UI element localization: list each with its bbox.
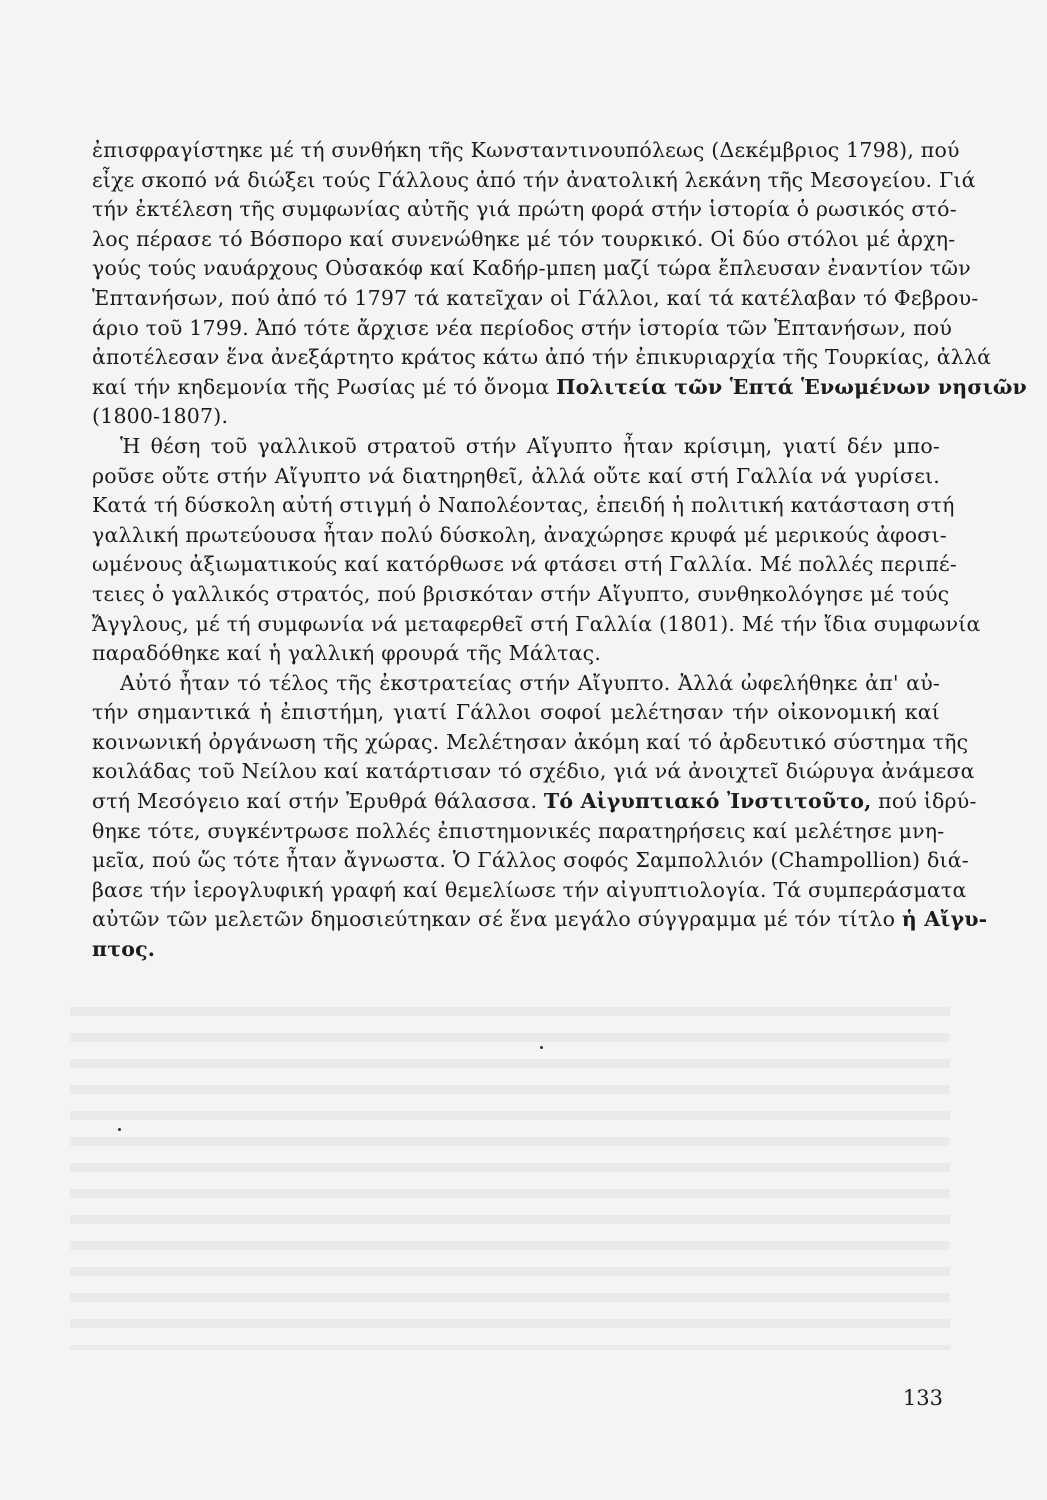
bold-term-ionian-state: Πολιτεία τῶν Ἑπτά Ἑνωμένων νησιῶν xyxy=(556,374,1027,399)
text-segment: στή Μεσόγειο καί στήν Ἐρυθρά θάλασσα. xyxy=(92,789,544,814)
text-line: κοινωνική ὀργάνωση τῆς χώρας. Μελέτησαν ἀκόμη καί τό ἀρδευτικό σύστημα τῆς xyxy=(92,729,969,754)
text-line: τήν σημαντικά ἡ ἐπιστήμη, γιατί Γάλλοι σοφοί μελέτησαν τήν οἰκονομική καί xyxy=(92,700,940,725)
text-line: Ἄγγλους, μέ τή συμφωνία νά μεταφερθεῖ στή Γαλλία (1801). Μέ τήν ἴδια συμφωνία xyxy=(92,611,981,636)
text-line: ἐπισφραγίστηκε μέ τή συνθήκη τῆς Κωνσταντινουπόλεως (Δεκέμβριος 1798), πού xyxy=(92,138,960,162)
text-segment: καί τήν κηδεμονία τῆς Ρωσίας μέ τό ὄνομα xyxy=(92,374,557,399)
text-line xyxy=(92,787,977,817)
bold-term-egypt-title: ἡ Αἴγυ- xyxy=(901,907,988,932)
text-line: εἶχε σκοπό νά διώξει τούς Γάλλους ἀπό τήν ἀνατολική λεκάνη τῆς Μεσογείου. Γιά xyxy=(92,167,976,192)
text-line: θηκε τότε, συγκέντρωσε πολλές ἐπιστημονικές παρατηρήσεις καί μελέτησε μνη- xyxy=(92,818,945,843)
text-line: πτος. xyxy=(92,937,156,962)
text-line: Αὐτό ἦταν τό τέλος τῆς ἐκστρατείας στήν Αἴγυπτο. Ἀλλά ὠφελήθηκε ἀπ' αὐ- xyxy=(120,670,940,695)
text-line: μεῖα, πού ὥς τότε ἦταν ἄγνωστα. Ὁ Γάλλος σοφός Σαμπολλιόν (Champollion) διά- xyxy=(92,848,969,873)
text-line: άριο τοῦ 1799. Ἀπό τότε ἄρχισε νέα περίοδος στήν ἱστορία τῶν Ἑπτανήσων, πού xyxy=(92,315,953,340)
ink-speck xyxy=(540,1046,543,1049)
show-through-bleed xyxy=(70,990,950,1350)
bold-term-egyptian-institute: Τό Αἰγυπτιακό Ἰνστιτοῦτο, xyxy=(543,789,872,814)
text-line: τήν ἐκτέλεση τῆς συμφωνίας αὐτῆς γιά πρώτη φορά στήν ἱστορία ὁ ρωσικός στό- xyxy=(92,197,957,222)
text-line: τειες ὁ γαλλικός στρατός, πού βρισκόταν στήν Αἴγυπτο, συνθηκολόγησε μέ τούς xyxy=(92,581,950,606)
text-line: (1800-1807). xyxy=(92,404,229,429)
text-line: παραδόθηκε καί ἡ γαλλική φρουρά τῆς Μάλτας. xyxy=(92,641,602,666)
text-line: ροῦσε οὔτε στήν Αἴγυπτο νά διατηρηθεῖ, ἀλλά οὔτε καί στή Γαλλία νά γυρίσει. xyxy=(92,463,940,488)
text-line: γαλλική πρωτεύουσα ἦταν πολύ δύσκολη, ἀναχώρησε κρυφά μέ μερικούς ἀφοσι- xyxy=(92,522,947,547)
text-line: ἀποτέλεσαν ἕνα ἀνεξάρτητο κράτος κάτω ἀπό τήν ἐπικυριαρχία τῆς Τουρκίας, ἀλλά xyxy=(92,345,992,370)
ink-speck xyxy=(118,1128,121,1131)
text-line: Ἡ θέση τοῦ γαλλικοῦ στρατοῦ στήν Αἴγυπτο ἦταν κρίσιμη, γιατί δέν μπο- xyxy=(120,433,940,458)
text-line: γούς τούς ναυάρχους Οὐσακόφ καί Καδήρ-μπεη μαζί τώρα ἔπλευσαν ἐναντίον τῶν xyxy=(92,256,971,281)
text-line xyxy=(92,373,1027,403)
text-line: Ἑπτανήσων, πού ἀπό τό 1797 τά κατεῖχαν οἱ Γάλλοι, καί τά κατέλαβαν τό Φεβρου- xyxy=(92,285,979,310)
text-line: Κατά τή δύσκολη αὐτή στιγμή ὁ Ναπολέοντας, ἐπειδή ἡ πολιτική κατάσταση στή xyxy=(92,493,955,518)
text-line: ωμένους ἀξιωματικούς καί κατόρθωσε νά φτάσει στή Γαλλία. Μέ πολλές περιπέ- xyxy=(92,552,957,577)
text-line: κοιλάδας τοῦ Νείλου καί κατάρτισαν τό σχέδιο, γιά νά ἀνοιχτεῖ διώρυγα ἀνάμεσα xyxy=(92,759,975,784)
text-line xyxy=(92,905,988,935)
text-line: βασε τήν ἱερογλυφική γραφή καί θεμελίωσε τήν αἰγυπτιολογία. Τά συμπεράσματα xyxy=(92,877,967,902)
body-text xyxy=(92,136,1027,965)
text-line: λος πέρασε τό Βόσπορο καί συνενώθηκε μέ τόν τουρκικό. Οἱ δύο στόλοι μέ ἀρχη- xyxy=(92,226,956,251)
text-segment: πού ἱδρύ- xyxy=(871,789,977,814)
text-segment: αὐτῶν τῶν μελετῶν δημοσιεύτηκαν σέ ἕνα μεγάλο σύγγραμμα μέ τόν τίτλο xyxy=(92,907,902,932)
page-number: 133 xyxy=(902,1386,943,1410)
